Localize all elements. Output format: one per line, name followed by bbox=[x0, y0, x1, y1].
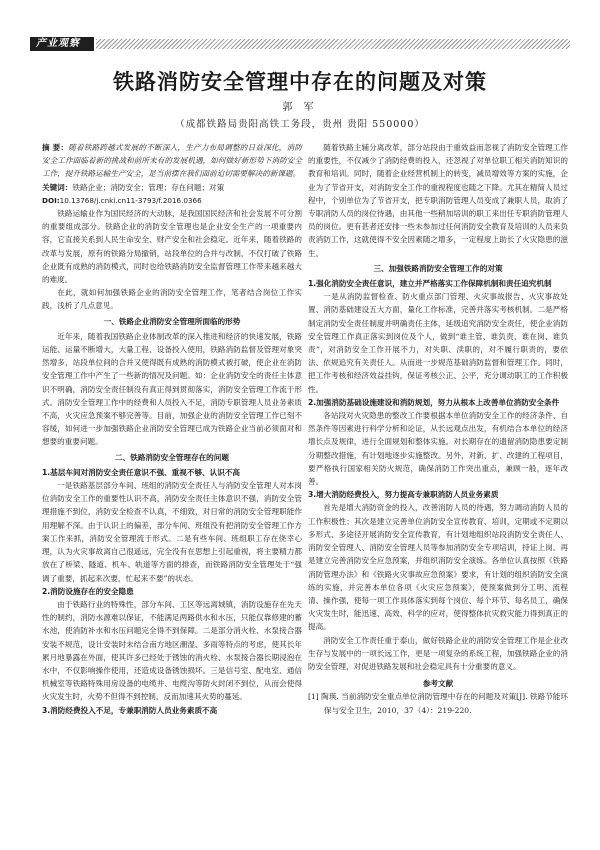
subsection-heading: 1.强化消防安全责任意识，建立并严格落实工作保障机制和责任追究机制 bbox=[308, 279, 552, 289]
intro-paragraph: 在此，就如何加强铁路企业的消防安全管理工作，笔者结合岗位工作实践，浅析了几点意见。 bbox=[42, 288, 302, 311]
keywords bbox=[42, 181, 302, 194]
intro-paragraph: 铁路运输业作为国民经济的大动脉，是我国国民经济和社会发展不可分割的重要组成部分。铁路企业的消防安全管理也是企业安全生产的一项重要内容，它直接关系到人民生命安全、财产安全和社会稳定。近年来，随着铁路的改革与发展，原有的铁路分局撤销，站段单位的合并与改制，不仅打破了铁路企业既有成熟的消防模式，同时也给铁路消防安全监督管理工作带来越来越大的难度。 bbox=[42, 209, 302, 285]
section-heading: 一、铁路企业消防安全管理所面临的形势 bbox=[103, 316, 241, 326]
reference-item: [1] 陶瑛. 当前消防安全重点单位消防管理中存在的问题及对策[J]. 铁路节能环保与安全卫生，2010，37（4）：219-220. bbox=[308, 692, 568, 715]
subsection-heading: 1.基层车间对消防安全责任意识不强、重视不够、认识不高 bbox=[42, 467, 241, 477]
keywords-label: 关键词： bbox=[42, 182, 73, 192]
subsection-heading: 3.增大消防经费投入，努力提高专兼职消防人员业务素质 bbox=[308, 490, 499, 500]
article-author: 郭 军 bbox=[282, 102, 318, 113]
body-paragraph: 各站段对火灾隐患的整改工作要根据本单位消防安全工作的经济条件、自然条件等因素进行科学分析和论证，从长远观点出发，有机结合本单位的经济增长点及规律，进行全面规划和整体实施。对长期存在的遗留消防隐患要定制分期整改措施，有计划地逐步实施整改。另外，对新、扩、改建的工程项目，要严格执行国家相关防火规范，确保消防工作突出重点，兼顾一般，逐年改善。 bbox=[308, 411, 568, 487]
abstract-label: 摘 要： bbox=[42, 143, 69, 152]
right-column bbox=[308, 141, 568, 717]
header-stripe-decoration bbox=[96, 39, 570, 49]
author-affiliation: （成都铁路局贵阳高铁工务段，贵州 贵阳 550000） bbox=[175, 119, 425, 130]
section-tag: 产业观察 bbox=[30, 37, 94, 51]
doi-label: DOI: bbox=[42, 195, 60, 205]
body-paragraph: 随着铁路主辅分离改革，部分站段由于重效益而忽视了消防安全管理工作的重要性，不仅减少了消防经费的投入，还忽视了对单位职工相关消防知识的教育和培训。同时，随着企业经营机制上的转变，减员增效等方案的实施，企业为了节省开支，对消防安全工作的重视程度也随之下降。尤其在精简人员过程中，个别单位为了节省开支，把专职消防管理人员变成了兼职人员，取消了专职消防人员的岗位待遇，由其他一些稍加培训的职工来出任专职消防管理人员的岗位。更有甚者还安排一些未参加过任何消防安全教育及培训的人员来负责消防工作，这就使得不安全因素随之增多，一定程度上助长了火灾隐患的滋生。 bbox=[308, 143, 568, 258]
abstract bbox=[42, 141, 302, 181]
subsection-heading: 2.消防设施存在的安全隐患 bbox=[42, 586, 134, 596]
subsection-heading: 3.消防经费投入不足，专兼职消防人员业务素质不高 bbox=[42, 705, 218, 715]
body-paragraph: 一是从消防监督检查、防火重点部门管理、火灾事故报告、火灾事故处置、消防基础建设五大方面，量化工作标准，完善并落实考核机制。二是严格制定消防安全责任制度并明确责任主体，延级追究消防安全责任，使企业消防安全管理工作真正落实到岗位及个人，做到“谁主管、谁负责，谁在岗、谁负责”，对消防安全工作开展不力，对失职、渎职的，对不履行职责的，要依法、依规追究有关责任人。从而进一步规范基础消防监督和管理工作。同时，把工作考核和经济效益挂钩，保证考核公正、公平，充分调动职工的工作积极性。 bbox=[308, 292, 568, 394]
abstract-text: 随着铁路跨越式发展的不断深入，生产力布局调整的日益深化，消防安全工作面临着新的挑战和前所未有的发展机遇，如何做好新形势下消防安全工作，提升铁路运输生产安全，是当前摆在我们面前迫切需要解决的新课题。 bbox=[42, 143, 302, 179]
references-heading: 参考文献 bbox=[422, 679, 454, 689]
body-paragraph: 首先是增大消防资金的投入，改善消防人员的待遇，努力调动消防人员的工作积极性；其次是建立完善单位消防安全宣传教育、培训，定期或不定期以多形式、多途径开展消防安全宣传教育，有计划地组织站段消防安全责任人、消防安全管理人、消防安全管理人员等参加消防安全专项培训，持证上岗。再是建立完善消防安全应急预案，并组织消防安全演练。各单位认真按照《铁路消防管理办法》和《铁路火灾事故应急预案》要求，有计划的组织消防安全演练的实施，并完善本单位各项《火灾应急预案》，使预案做到分工明、流程清、操作强，使每一项工作具体落实到每个岗位、每个环节、每名员工，确保火灾发生时，能迅速、高效、科学的应对，使得整体抗灾救灾能力得到真正的提高。 bbox=[308, 503, 568, 632]
body-paragraph: 近年来，随着我国铁路企业体制改革的深入推进和经济的快速发展，铁路运能、运量不断增大，大量工程、设备投入使用，铁路消防监督及管理对象突然增多，站段单位间的合并又使得既有成熟的消防模式被打破，使企业在消防安全管理工作中产生了一些新的情况及问题。如：企业消防安全的责任主体意识不明确，消防安全责任制没有真正得到贯彻落实，消防安全管理工作流于形式。消防安全管理工作中的经费和人员投入不足，消防专职管理人员业务素质不高，火灾应急预案不够完善等。目前，加强企业的消防安全管理工作已刻不容缓，如何进一步加强铁路企业消防安全管理已成为铁路企业当前必须面对和想要的重要问题。 bbox=[42, 331, 302, 447]
body-paragraph: 一是铁路基层部分车间、班组的消防安全责任人与消防安全管理人对本岗位消防安全工作的重要性认识不高，消防安全责任主体意识不强，消防安全管理措施不到位，消防安全检查不认真，不细致，对日常的消防安全管理职能作用理解不深。由于认识上的偏差，部分车间、班组没有把消防安全管理工作方案工作来抓，消防安全管理流于形式。二是有些车间、班组职工存在侥幸心理，认为火灾事故离自己很遥远，完全没有在思想上引起重视，将主要精力都放在了桥梁、隧道、机车、轨道等方面的排查，而铁路消防安全管理处于“强调了重要，抓起来次要，忙起来不要”的状态。 bbox=[42, 481, 302, 583]
article-title: 铁路消防安全管理中存在的问题及对策 bbox=[113, 70, 487, 94]
section-header-band bbox=[30, 37, 570, 51]
doi-text: 10.13768/j.cnki.cn11-3793/f.2016.0366 bbox=[59, 195, 202, 205]
conclusion-paragraph: 消防安全工作责任重于泰山，做好铁路企业的消防安全管理工作是企业改生存与发展中的一项长远工作，更是一项复杂的系统工程，加强铁路企业的消防安全管理，对促进铁路发展和社会稳定具有十分重要的意义。 bbox=[308, 635, 568, 671]
left-column bbox=[42, 141, 302, 717]
body-paragraph: 由于铁路行业的特殊性，部分车间、工区等远离城镇，消防设施存在先天性的制约，消防水源难以保证，不能满足两路供水和水压，只能仅靠修建的蓄水池，使消防补水和水压问题完全得不到保障。二是部分消火栓、水泵接合器安装不规范，设计安装时未结合南方地区潮湿、多雨等特点的考虑，使其长年累月地暴露在外面，使其许多已经处于锈蚀的消火栓、水泵接合器长期浸泡在水中，不仅影响操作使用，还造成设备锈蚀损坏。三是信号室、配电室、通信机械室等铁路特殊用房设备的电缆井、电缆沟等防火封闭不到位，从而会使得火灾发生时，火势不但得不到控制，反而加速其火势的蔓延。 bbox=[42, 599, 302, 702]
section-heading: 二、铁路消防安全管理存在的问题 bbox=[115, 452, 229, 462]
doi bbox=[42, 194, 302, 207]
keywords-text: 铁路企业；消防安全；管理；存在问题；对策 bbox=[72, 182, 225, 192]
subsection-heading: 2.加强消防基础设施建设和消防规划，努力从根本上改善单位消防安全条件 bbox=[308, 397, 560, 407]
section-heading: 三、加强铁路消防安全管理工作的对策 bbox=[373, 263, 503, 273]
